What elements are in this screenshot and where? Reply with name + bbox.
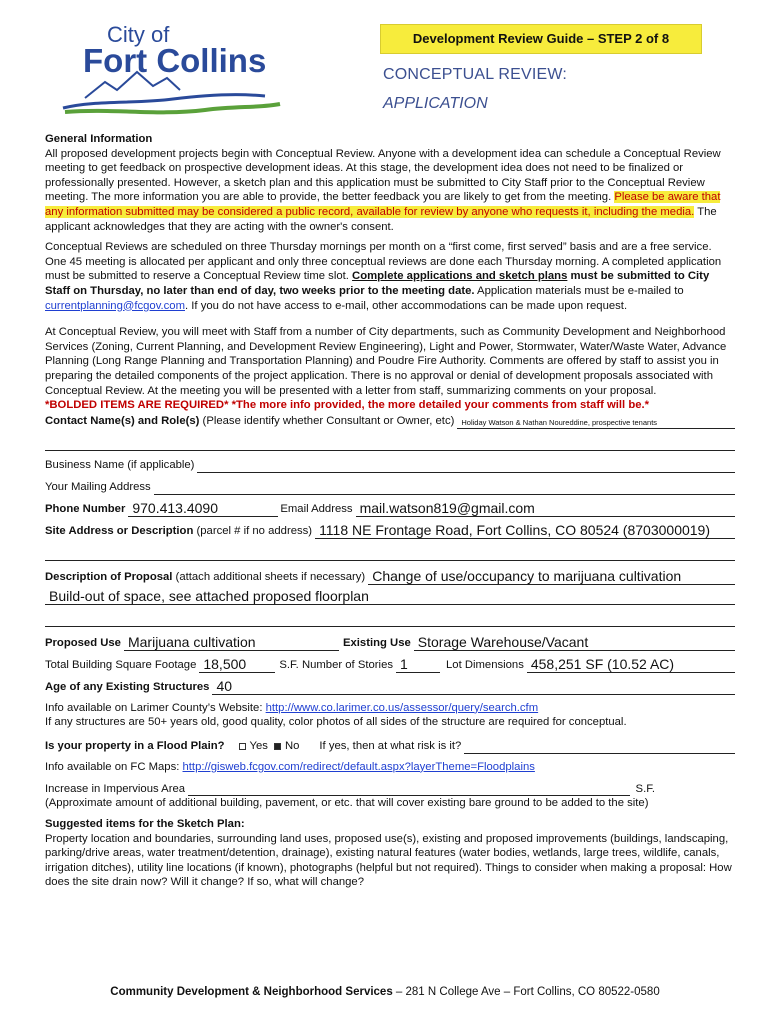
contact-field[interactable]: Holiday Watson & Nathan Noureddine, prospective tenants [457,415,735,429]
footer: Community Development & Neighborhood Services – 281 N College Ave – Fort Collins, CO 80522-0580 [110,986,660,998]
general-info-heading: General Information [45,133,153,145]
mailing-row: Your Mailing Address [45,473,735,495]
sketch-text: Property location and boundaries, surrounding land uses, proposed use(s), existing and proposed improvements (buildings, landscaping, parking/drive areas, water treatment/detention, drainage), existing natural features (water bodies, wetlands, large trees, wildlife, canals, irrigation ditches), utility line locations (if known), photographs (helpful but not required). Things to consider when making a proposal: How does the site drain now? Will it change? If so, what will change? [45,832,732,889]
flood-risk-field[interactable] [464,740,735,754]
site-field-line2[interactable] [45,539,735,561]
impervious-field[interactable] [188,782,630,796]
business-row: Business Name (if applicable) [45,451,735,473]
intro-paragraph-2: Conceptual Reviews are scheduled on three Thursday mornings per month on a “first come, first served” basis and are a free service. One 45 meeting is allocated per applicant and only three conceptual reviews are done each Thursday morning. A completed application must be submitted to reserve a Conceptual Review time slot. Complete applications and sketch plans must be submitted to City Staff on Thursday, no later than end of day, two weeks prior to the meeting date. Application materials must be e-mailed to currentplanning@fcgov.com. If you do not have access to e-mail, other accommodations can be made upon request. [45,241,722,312]
age-field[interactable]: 40 [212,681,735,695]
larimer-link[interactable]: http://www.co.larimer.co.us/assessor/query/search.cfm [265,701,539,714]
intro-paragraph-3: At Conceptual Review, you will meet with Staff from a number of City departments, such as Community Development and Neighborhood Services (Zoning, Current Planning, and Development Review Engineering), Light and Power, Stormwater, Water/Waste Water, Advance Planning (Long Range Planning and Transportation Planning) and Poudre Fire Authority. Comments are offered by staff to assist you in preparing the detailed components of the project application. There is no approval or denial of development proposals associated with Conceptual Review. At the meeting you will be presented with a letter from staff, summarizing comments on your proposal. [45,326,727,397]
sqft-field[interactable]: 18,500 [199,659,275,673]
description-row: Description of Proposal (attach additional sheets if necessary) Change of use/occupancy to marijuana cultivation [45,561,735,585]
existing-use-field[interactable]: Storage Warehouse/Vacant [414,637,735,651]
stories-field[interactable]: 1 [396,659,440,673]
site-row: Site Address or Description (parcel # if no address) 1118 NE Frontage Road, Fort Collins, CO 80524 (8703000019) [45,517,735,539]
flood-no-checkbox[interactable] [274,743,281,750]
flood-yes-checkbox[interactable] [239,743,246,750]
size-row: Total Building Square Footage 18,500 S.F. Number of Stories 1 Lot Dimensions 458,251 SF (10.52 AC) [45,651,735,673]
contact-row: Contact Name(s) and Role(s) (Please identify whether Consultant or Owner, etc) Holiday Watson & Nathan Noureddine, prospective tenants [45,413,735,429]
flood-row: Is your property in a Flood Plain? Yes No If yes, then at what risk is it? [45,730,735,754]
document-body [45,132,735,890]
age-note: If any structures are 50+ years old, good quality, color photos of all sides of the structure are required for conceptual. [45,716,627,729]
description-field-line3[interactable] [45,605,735,627]
city-logo [55,20,305,125]
email-link[interactable]: currentplanning@fcgov.com [45,299,185,312]
description-field-line2[interactable]: Build-out of space, see attached proposed floorplan [45,585,735,605]
description-field[interactable]: Change of use/occupancy to marijuana cultivation [368,571,735,585]
larimer-info: Info available on Larimer County’s Website: http://www.co.larimer.co.us/assessor/query/search.cfm [45,701,539,714]
sketch-heading: Suggested items for the Sketch Plan: [45,818,245,831]
fcmaps-link[interactable]: http://gisweb.fcgov.com/redirect/default.aspx?layerTheme=Floodplains [182,760,535,773]
lot-dimensions-field[interactable]: 458,251 SF (10.52 AC) [527,659,735,673]
logo-city-of: City of [107,22,170,47]
email-field[interactable]: mail.watson819@gmail.com [356,503,735,517]
step-banner: Development Review Guide – STEP 2 of 8 [380,24,702,54]
impervious-note: (Approximate amount of additional building, pavement, or etc. that will cover existing bare ground to be added to the site) [45,797,649,810]
impervious-row: Increase in Impervious Area S.F. [45,782,655,795]
logo-fort-collins: Fort Collins [83,42,267,79]
mailing-field[interactable] [154,481,735,495]
page-subtitle: APPLICATION [383,95,488,112]
use-row: Proposed Use Marijuana cultivation Existing Use Storage Warehouse/Vacant [45,627,735,651]
intro-paragraph-1: All proposed development projects begin with Conceptual Review. Anyone with a development idea can schedule a Conceptual Review meeting to get feedback on prospective development ideas. At this stage, the development idea does not need to be finalized or professionally presented. However, a sketch plan and this application must be submitted to City Staff prior to the Conceptual Review meeting. The more information you are able to provide, the better feedback you are likely to get from the meeting. Please be aware that any information submitted may be considered a public record, available for review by anyone who requests it, including the media. The applicant acknowledges that they are acting with the owner's consent. [45,147,721,233]
phone-field[interactable]: 970.413.4090 [128,503,278,517]
proposed-use-field[interactable]: Marijuana cultivation [124,637,339,651]
fcmaps-info: Info available on FC Maps: http://gisweb.fcgov.com/redirect/default.aspx?layerTheme=Floodplains [45,760,535,773]
age-row: Age of any Existing Structures 40 [45,673,735,695]
contact-field-line2[interactable] [45,429,735,451]
phone-email-row: Phone Number 970.413.4090 Email Address mail.watson819@gmail.com [45,495,735,517]
page-title: CONCEPTUAL REVIEW: [383,66,568,83]
public-record-warning: Please be aware that any information submitted may be considered a public record, available for review by anyone who requests it, including the media. [45,191,721,218]
required-note: *BOLDED ITEMS ARE REQUIRED* *The more info provided, the more detailed your comments from staff will be.* [45,399,650,412]
business-field[interactable] [197,459,735,473]
site-field[interactable]: 1118 NE Frontage Road, Fort Collins, CO 80524 (8703000019) [315,525,735,539]
